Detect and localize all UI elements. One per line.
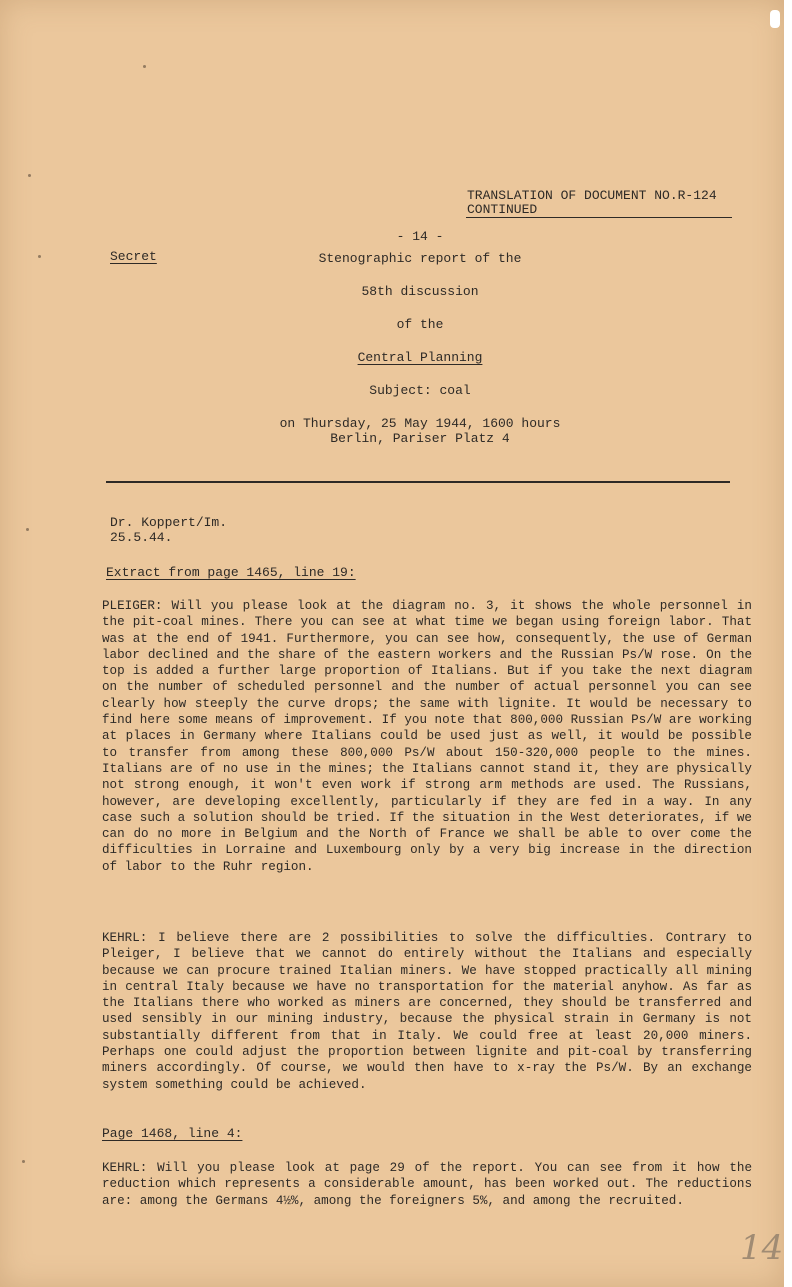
- paper-speck: [22, 1160, 25, 1163]
- header-underline: [466, 217, 732, 218]
- reference-date: 25.5.44.: [110, 530, 173, 545]
- title-subject: Subject: coal: [369, 383, 471, 398]
- paper-speck: [143, 65, 146, 68]
- scan-corner-mark: [770, 10, 780, 28]
- paper-speck: [28, 174, 31, 177]
- title-line-3: of the: [396, 317, 444, 332]
- extract-paragraph-1: [102, 598, 752, 875]
- extract-paragraph-2: [102, 930, 752, 1093]
- handwritten-page-number: 14: [740, 1228, 784, 1268]
- title-date-time: on Thursday, 25 May 1944, 1600 hours: [279, 416, 561, 431]
- title-line-1: Stenographic report of the: [318, 251, 522, 266]
- scan-edge: [784, 0, 792, 1287]
- paragraph-text: Will you please look at the diagram no. 3, it shows the whole personnel in the pit-coal mines. There you can see at what time we began using foreign labor. That was at the end of 1941. Furthermore, you can see how, consequently, the use of German labor declined and the share of the eastern workers and the Russian Ps/W rose. On the top is added a further large proportion of Italians. But if you take the next diagram on the number of scheduled personnel and the number of actual personnel you can see clearly how steeply the curve drops; the same with lignite. It would be necessary to find here some means of improvement. If you note that 800,000 Russian Ps/W are working at places in Germany where Italians could be used just as well, it would be possible to transfer from among these 800,000 Ps/W about 150-320,000 people to the mines. Italians are of no use in the mines; the Italians cannot stand it, they are physically not strong enough, it won't even work if strong arm methods are used. The Russians, however, are developing excellently, particularly if they are fed in a way. In any case such a solution should be tried. If the situation in the West deteriorates, if we can do no more in Belgium and the North of France we shall be able to over come the difficulties in Lorraine and Luxembourg only by a very big increase in the direction of labor to the Ruhr region.: [102, 599, 752, 874]
- extract-heading-2: Page 1468, line 4:: [102, 1126, 243, 1141]
- speaker-label: KEHRL:: [102, 931, 148, 945]
- classification-label: Secret: [110, 249, 157, 264]
- page-marker: - 14 -: [396, 229, 444, 244]
- translation-header-line1: TRANSLATION OF DOCUMENT NO.R-124: [467, 188, 717, 203]
- paper-speck: [38, 255, 41, 258]
- title-line-4: [220, 350, 620, 366]
- speaker-label: KEHRL:: [102, 1161, 148, 1175]
- paragraph-text: Will you please look at page 29 of the report. You can see from it how the reduction which represents a considerable amount, has been worked out. The reductions are: among the Germans 4½%, among the foreigners 5%, and among the recruited.: [102, 1161, 752, 1208]
- title-line-2: 58th discussion: [361, 284, 479, 299]
- section-divider: [106, 481, 730, 483]
- extract-paragraph-3: [102, 1160, 752, 1209]
- paper-speck: [26, 528, 29, 531]
- title-central-planning: Central Planning: [357, 350, 483, 365]
- reference-author: Dr. Koppert/Im.: [110, 515, 228, 530]
- title-location: Berlin, Pariser Platz 4: [330, 431, 510, 446]
- translation-header-line2: CONTINUED: [467, 202, 538, 217]
- extract-heading-1: Extract from page 1465, line 19:: [106, 565, 356, 580]
- paragraph-text: I believe there are 2 possibilities to solve the difficulties. Contrary to Pleiger, I believe that we cannot do entirely without the Italians and especially because we can procure trained Italian miners. We have stopped practically all mining in central Italy because we have no transportation for the material anyhow. As far as the Italians there who worked as miners are concerned, they should be transferred and used sensibly in our mining industry, because the physical strain in Germany is not substantially different from that in Italy. We could free at least 20,000 miners. Perhaps one could adjust the proportion between lignite and pit-coal by transferring miners accordingly. Of course, we would then have to x-ray the Ps/W. By an exchange system something could be achieved.: [102, 931, 752, 1092]
- speaker-label: PLEIGER:: [102, 599, 163, 613]
